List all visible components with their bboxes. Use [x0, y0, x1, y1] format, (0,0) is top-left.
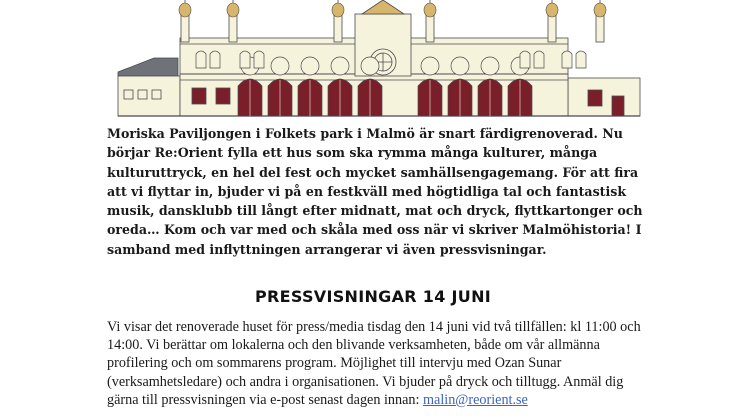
right-wing [568, 78, 640, 116]
intro-paragraph: Moriska Paviljongen i Folkets park i Malmö är snart färdigrenoverad. Nu börjar Re:Orient fylla ett hus som ska rymma många kulturer, många kulturuttryck, en hel del fest och mycket samhällsengagemang. För att fira att vi flyttar in, bjuder vi på en festkväll med högtidliga tal och fantastisk musik, dansklubb till långt efter midnatt, mat och dryck, flyttkartonger och oreda… Kom och var med och skåla med oss när vi skriver Malmöhistoria! I samband med inflyttningen arrangerar vi även pressvisningar. [107, 126, 643, 257]
press-paragraph [107, 318, 647, 409]
arch-rosette [301, 57, 319, 75]
upper-window [576, 51, 586, 68]
arch-rosette [271, 57, 289, 75]
upper-window [534, 51, 544, 68]
ground-window [152, 90, 161, 99]
arch-rosette [481, 57, 499, 75]
ground-door [192, 88, 206, 104]
central-dome [362, 0, 404, 14]
ground-window [138, 90, 147, 99]
upper-window [196, 51, 206, 68]
minaret-dome [179, 3, 191, 17]
upper-window [520, 51, 530, 68]
minaret-shaft [426, 14, 434, 42]
minaret-dome [594, 3, 606, 17]
upper-window [210, 51, 220, 68]
minaret-dome [546, 3, 558, 17]
minaret-shaft [229, 14, 237, 42]
arch-rosette [421, 57, 439, 75]
press-body-text: Vi visar det renoverade huset för press/media tisdag den 14 juni vid två tillfällen: kl 11:00 och 14:00. Vi berättar om lokalerna och den blivande verksamheten, både om vår allmänna profilering och om sommarens program. Möjlighet till intervju med Ozan Sunar (verksamhetsledare) och andra i organisationen. Vi bjuder på dryck och tilltugg. Anmäl dig gärna till pressvisningen via e-post senast dagen innan: [107, 319, 641, 408]
arch-rosette [451, 57, 469, 75]
upper-window [254, 51, 264, 68]
minaret-dome [227, 3, 239, 17]
ground-window [124, 90, 133, 99]
press-heading: PRESSVISNINGAR 14 JUNI [254, 287, 492, 306]
arch-rosette [361, 57, 379, 75]
minaret-shaft [181, 14, 189, 42]
ground-door [588, 90, 602, 106]
left-roof [118, 58, 178, 76]
moriska-paviljongen-illustration [100, 0, 646, 118]
side-door [612, 96, 624, 116]
upper-window [240, 51, 250, 68]
email-link[interactable]: malin@reorient.se [423, 391, 528, 408]
minaret-dome [424, 3, 436, 17]
upper-window [562, 51, 572, 68]
arch-rosette [331, 57, 349, 75]
minaret-dome [332, 3, 344, 17]
ground-door [216, 88, 230, 104]
minaret-shaft [596, 14, 604, 42]
minaret-shaft [334, 14, 342, 42]
minaret-shaft [548, 14, 556, 42]
